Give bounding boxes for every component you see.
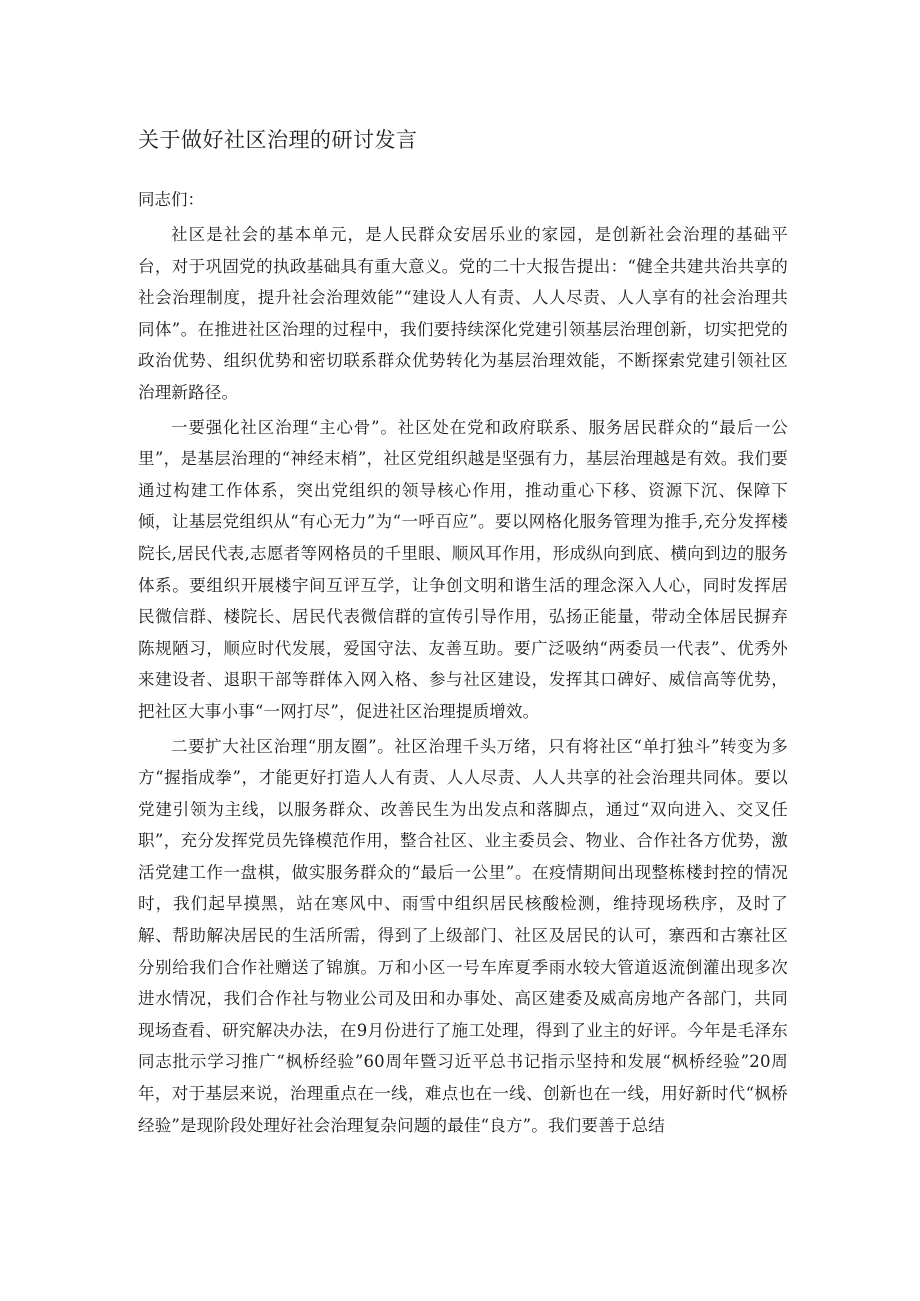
- document-title: 关于做好社区治理的研讨发言: [138, 128, 418, 152]
- document-page: [138, 122, 788, 1144]
- paragraph-point-one: 一要强化社区治理“主心骨”。社区处在党和政府联系、服务居民群众的“最后一公里”，是基层治理的“神经末梢”，社区党组织越是坚强有力，基层治理越是有效。我们要通过构建工作体系，突出党组织的领导核心作用，推动重心下移、资源下沉、保障下倾，让基层党组织从“有心无力”为“一呼百应”。要以网格化服务管理为推手,充分发挥楼院长,居民代表,志愿者等网格员的千里眼、顺风耳作用，形成纵向到底、横向到边的服务体系。要组织开展楼宇间互评互学，让争创文明和谐生活的理念深入人心，同时发挥居民微信群、楼院长、居民代表微信群的宣传引导作用，弘扬正能量，带动全体居民摒弃陈规陋习，顺应时代发展，爱国守法、友善互助。要广泛吸纳“两委员一代表”、优秀外来建设者、退职干部等群体入网入格、参与社区建设，发挥其口碑好、威信高等优势，把社区大事小事“一网打尽”，促进社区治理提质增效。: [138, 417, 788, 721]
- paragraph-point-two: 二要扩大社区治理“朋友圈”。社区治理千头万绪，只有将社区“单打独斗”转变为多方“握指成拳”，才能更好打造人人有责、人人尽责、人人共享的社会治理共同体。要以党建引领为主线，以服务群众、改善民生为出发点和落脚点，通过“双向进入、交叉任职”，充分发挥党员先锋模范作用，整合社区、业主委员会、物业、合作社各方优势，激活党建工作一盘棋，做实服务群众的“最后一公里”。在疫情期间出现整栋楼封控的情况时，我们起早摸黑，站在寒风中、雨雪中组织居民核酸检测，维持现场秩序，及时了解、帮助解决居民的生活所需，得到了上级部门、社区及居民的认可，寨西和古寨社区分别给我们合作社赠送了锦旗。万和小区一号车库夏季雨水较大管道返流倒灌出现多次进水情况，我们合作社与物业公司及田和办事处、高区建委及威高房地产各部门，共同现场查看、研究解决办法，在9月份进行了施工处理，得到了业主的好评。今年是毛泽东同志批示学习推广“枫桥经验”60周年暨习近平总书记指示坚持和发展“枫桥经验”20周年，对于基层来说，治理重点在一线，难点也在一线、创新也在一线，用好新时代“枫桥经验”是现阶段处理好社会治理复杂问题的最佳“良方”。我们要善于总结: [138, 736, 788, 1135]
- salutation: 同志们：: [138, 190, 204, 209]
- paragraph-intro: 社区是社会的基本单元，是人民群众安居乐业的家园，是创新社会治理的基础平台，对于巩固党的执政基础具有重大意义。党的二十大报告提出：“健全共建共治共享的社会治理制度，提升社会治理效能”“建设人人有责、人人尽责、人人享有的社会治理共同体”。在推进社区治理的过程中，我们要持续深化党建引领基层治理创新，切实把党的政治优势、组织优势和密切联系群众优势转化为基层治理效能，不断探索党建引领社区治理新路径。: [138, 225, 788, 402]
